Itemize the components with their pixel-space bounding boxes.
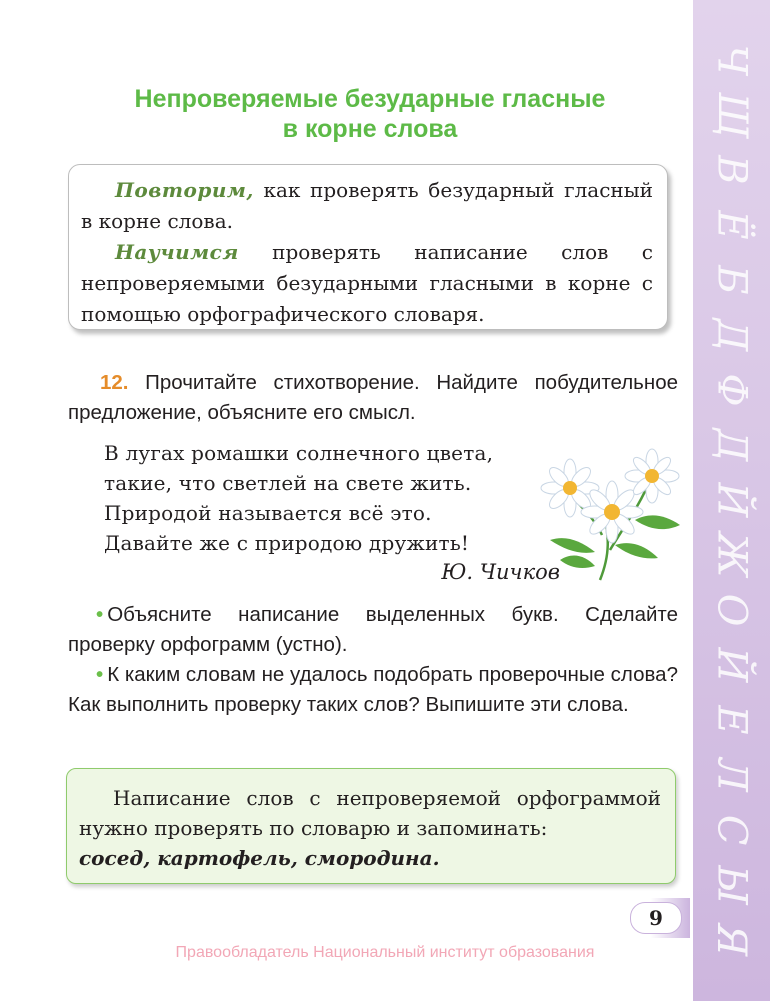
task-text-2: К каким словам не удалось подобрать проверочные слова? Как выполнить проверку таких слов? Выпишите эти слова. bbox=[68, 663, 678, 716]
strip-letter: Й bbox=[708, 482, 755, 518]
strip-letter: О bbox=[708, 593, 755, 627]
bullet-icon: • bbox=[96, 603, 104, 626]
strip-letter: Я bbox=[708, 923, 755, 957]
strip-letter: С bbox=[708, 814, 755, 846]
goal-keyword-learn: Научимся bbox=[115, 240, 239, 264]
bullet-icon: • bbox=[96, 663, 104, 686]
page-number-tab bbox=[624, 898, 690, 938]
strip-letter: Д bbox=[708, 318, 755, 352]
page-number: 9 bbox=[630, 902, 682, 934]
title-line-1: Непроверяемые безударные гласные bbox=[134, 85, 606, 113]
exercise-instruction: Прочитайте стихотворение. Найдите побудительное предложение, объясните его смысл. bbox=[68, 371, 678, 424]
page-title bbox=[80, 84, 660, 144]
poem-line: Давайте же с природою дружить! bbox=[104, 531, 470, 555]
decorative-side-strip bbox=[693, 0, 770, 1001]
goal-learn bbox=[81, 237, 653, 330]
chamomile-icon bbox=[540, 440, 690, 590]
strip-letter: Б bbox=[708, 265, 755, 295]
goal-repeat bbox=[81, 175, 653, 237]
goal-text-repeat: как проверять безударный гласный в корне слова. bbox=[81, 178, 653, 233]
poem-line: такие, что светлей на свете жить. bbox=[104, 471, 472, 495]
chamomile-illustration bbox=[540, 440, 690, 590]
strip-letter: Е bbox=[708, 705, 755, 735]
strip-letter: Л bbox=[708, 758, 755, 792]
poem-line: Природой называется всё это. bbox=[104, 501, 432, 525]
strip-letter: Й bbox=[708, 647, 755, 683]
poem-line: В лугах ромашки солнечного цвета, bbox=[104, 441, 494, 465]
poem-author: Ю. Чичков bbox=[441, 560, 560, 584]
task-item bbox=[68, 660, 678, 720]
lesson-goals-box bbox=[68, 164, 668, 330]
strip-letter: Щ bbox=[708, 92, 755, 138]
strip-letter: Ж bbox=[708, 532, 755, 578]
exercise-12 bbox=[68, 368, 678, 428]
task-list bbox=[68, 600, 678, 720]
goal-text-learn: проверять написание слов с непроверяемыми безударными гласными в корне с помощью орфографического словаря. bbox=[81, 240, 653, 326]
strip-letter: В bbox=[708, 155, 755, 185]
rule-examples: сосед, картофель, смородина. bbox=[79, 846, 440, 870]
strip-letter: Ф bbox=[708, 373, 755, 407]
exercise-number: 12. bbox=[100, 371, 129, 394]
strip-letter: Ё bbox=[708, 210, 755, 240]
footer-text: Правообладатель Национальный институт образования bbox=[175, 944, 595, 961]
strip-letter: Д bbox=[708, 428, 755, 462]
goal-keyword-repeat: Повторим, bbox=[115, 178, 254, 202]
rule-text: Написание слов с непроверяемой орфограммой нужно проверять по словарю и запоминать: bbox=[79, 786, 661, 840]
strip-letter: Ч bbox=[708, 44, 755, 76]
strip-letter: Ы bbox=[708, 865, 755, 905]
title-line-2: в корне слова bbox=[282, 115, 458, 143]
task-item bbox=[68, 600, 678, 660]
copyright-footer bbox=[0, 944, 770, 962]
strip-letters bbox=[693, 40, 770, 960]
rule-box bbox=[66, 768, 676, 884]
task-text-1: Объясните написание выделенных букв. Сделайте проверку орфограмм (устно). bbox=[68, 603, 678, 656]
poem bbox=[104, 438, 544, 558]
